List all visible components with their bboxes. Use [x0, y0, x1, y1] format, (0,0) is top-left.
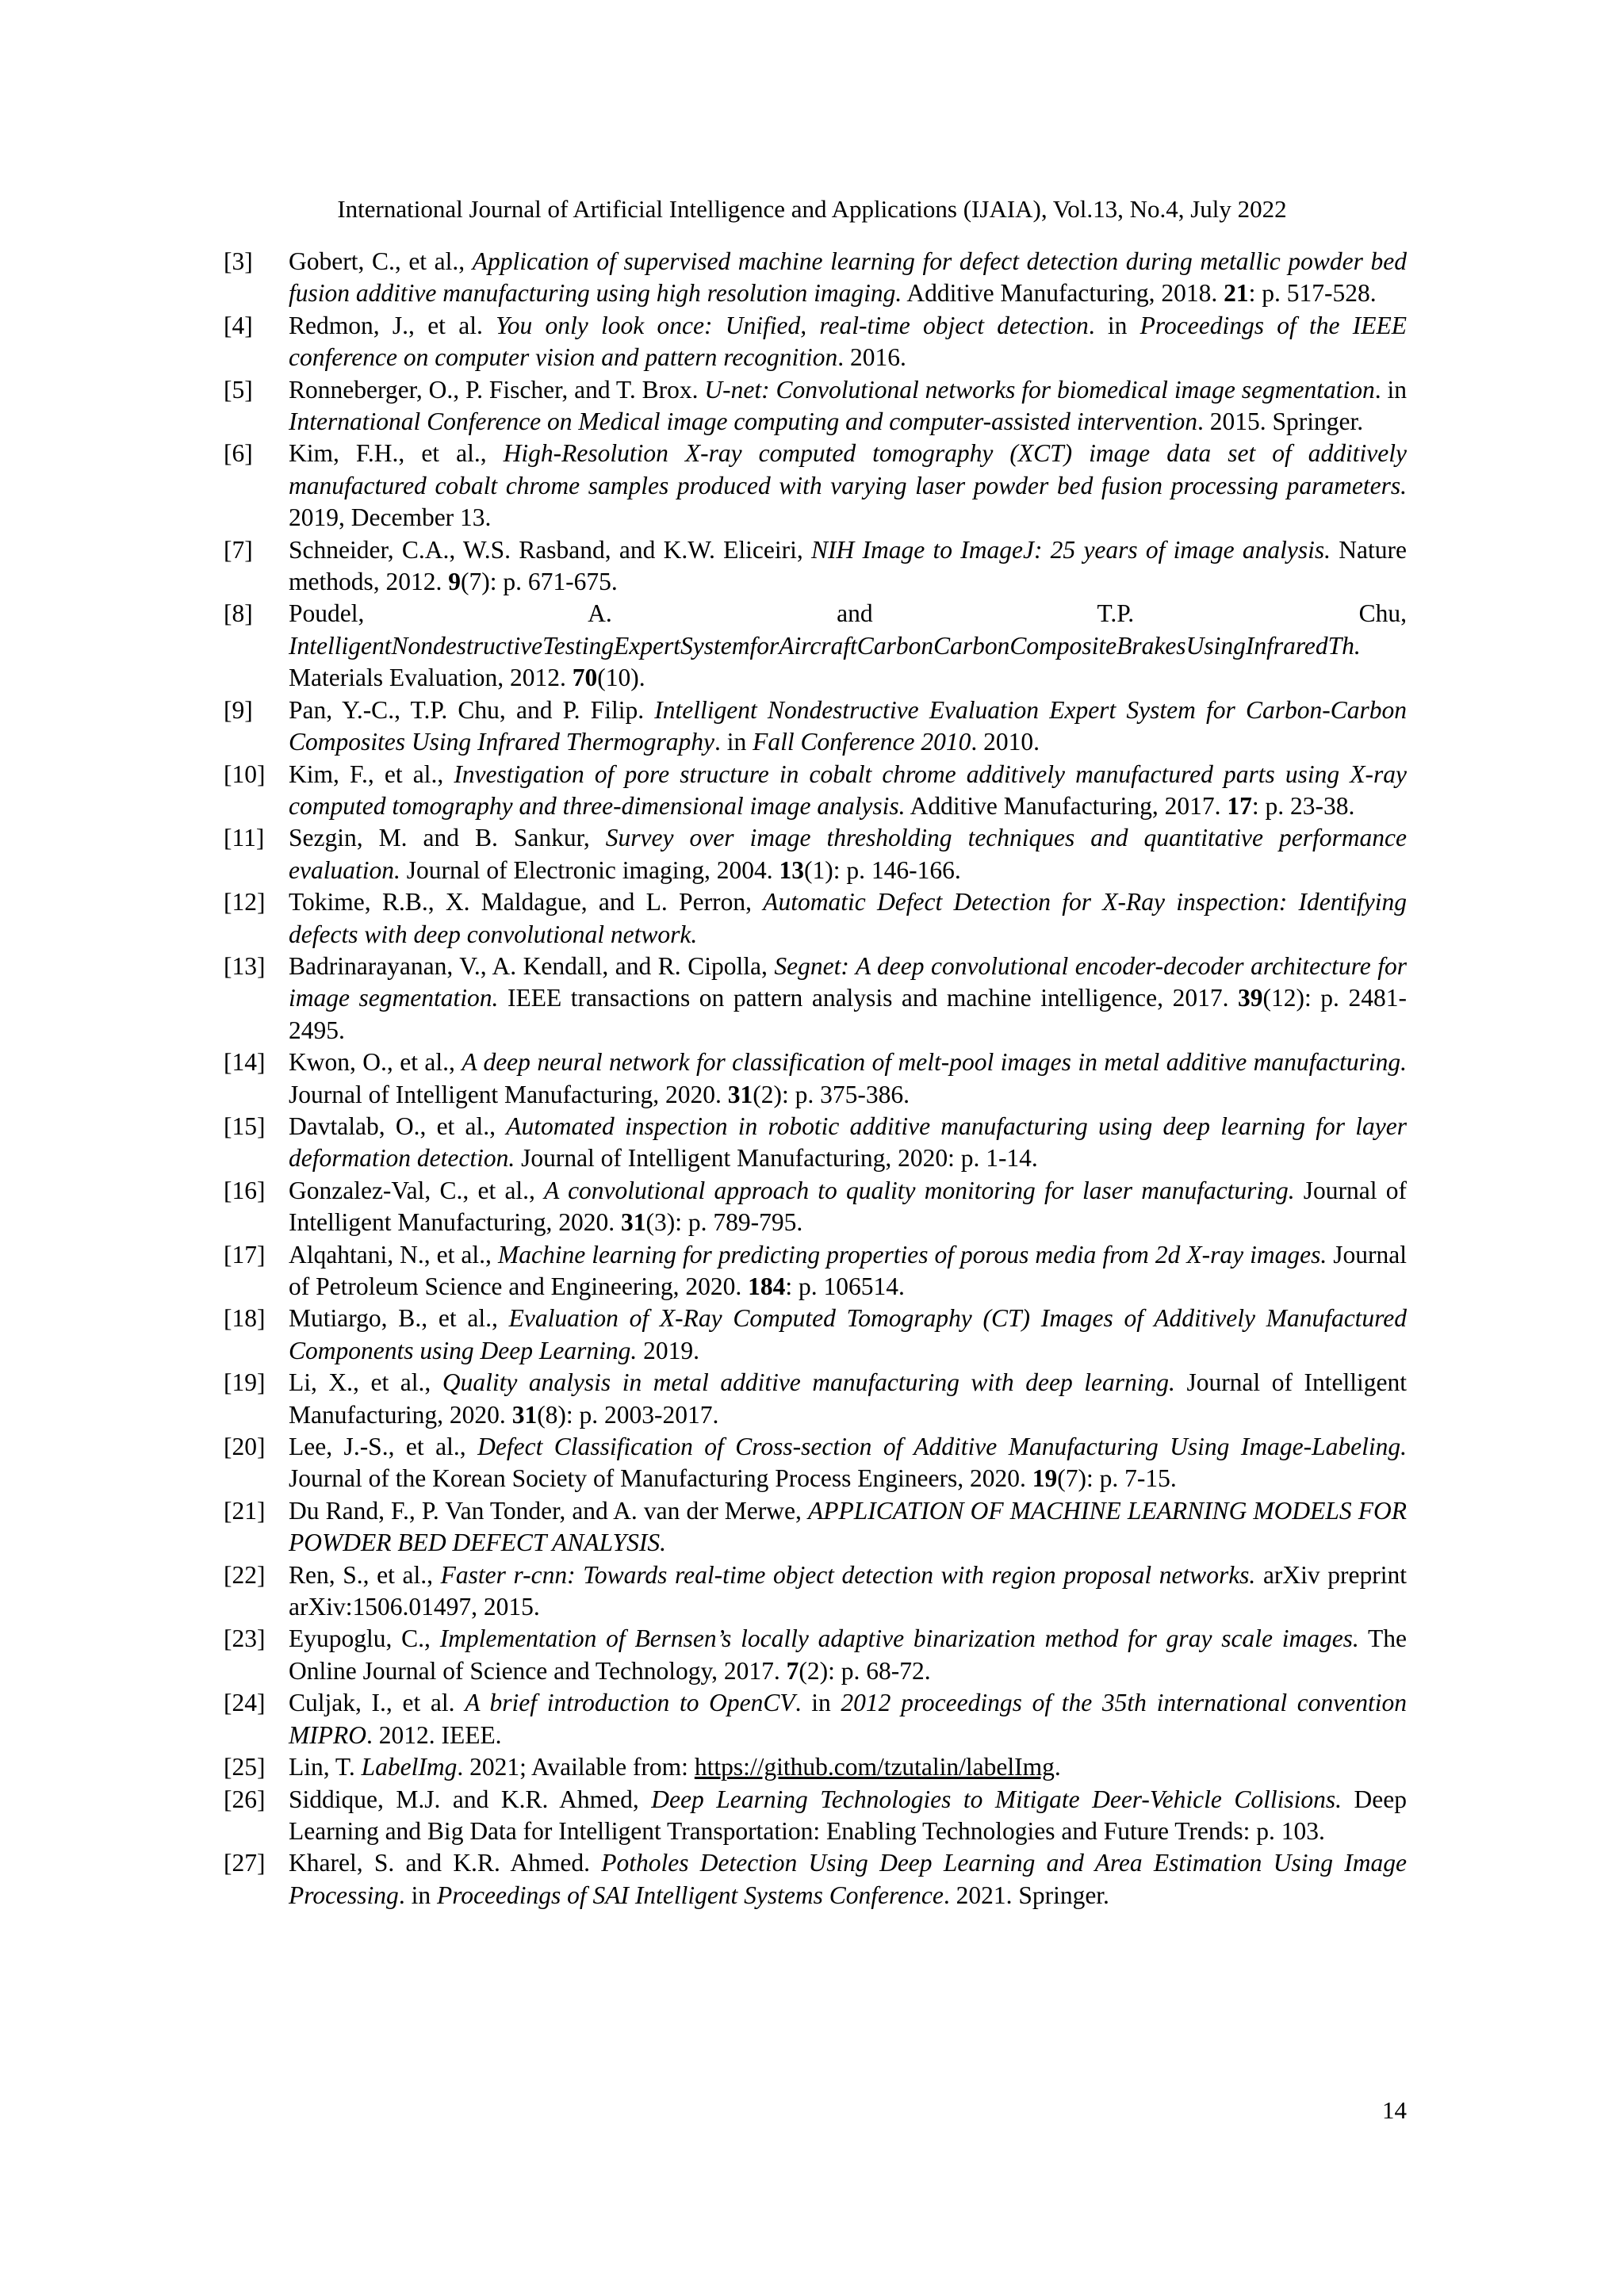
reference-text [289, 886, 1407, 951]
reference-item [224, 951, 1407, 1047]
reference-segment: . 2015. Springer. [1197, 408, 1364, 436]
reference-title: Quality analysis in metal additive manufacturing with deep learning. [442, 1368, 1175, 1397]
reference-item [224, 534, 1407, 599]
reference-text [289, 1239, 1407, 1303]
reference-segment: Journal of Intelligent Manufacturing, 2020. [289, 1368, 1407, 1429]
reference-segment: (2): p. 375-386. [753, 1080, 910, 1108]
reference-segment: Journal of the Korean Society of Manufacturing Process Engineers, 2020. [289, 1464, 1032, 1493]
reference-segment: Lin, T. [289, 1753, 362, 1781]
reference-volume: 21 [1224, 279, 1249, 308]
reference-volume: 7 [786, 1656, 799, 1685]
reference-title: Implementation of Bernsen’s locally adaptive binarization method for gray scale images. [439, 1624, 1359, 1653]
reference-title: Evaluation of X-Ray Computed Tomography (CT) Images of Additively Manufactured Components using Deep Learning. [289, 1304, 1408, 1364]
reference-segment: Journal of Intelligent Manufacturing, 2020. [289, 1080, 728, 1108]
reference-text [289, 1559, 1407, 1624]
reference-segment: Eyupoglu, C., [289, 1624, 440, 1653]
reference-segment: Ren, S., et al., [289, 1560, 441, 1589]
reference-volume: 31 [727, 1080, 753, 1108]
reference-segment: Ronneberger, O., P. Fischer, and T. Brox. [289, 375, 705, 404]
reference-item [224, 1495, 1407, 1559]
reference-segment: . 2016. [837, 343, 906, 372]
reference-number: [12] [224, 888, 266, 916]
reference-title: A convolutional approach to quality monitoring for laser manufacturing. [544, 1176, 1295, 1204]
reference-title: Faster r-cnn: Towards real-time object detection with region proposal networks. [440, 1560, 1256, 1589]
reference-segment: Poudel, A. and T.P. Chu, [289, 599, 1407, 628]
reference-number: [16] [224, 1176, 266, 1204]
reference-item [224, 886, 1407, 951]
reference-text [289, 759, 1407, 823]
reference-segment: Kharel, S. and K.R. Ahmed. [289, 1849, 602, 1877]
reference-text [289, 374, 1407, 438]
reference-segment: Alqahtani, N., et al., [289, 1240, 498, 1269]
reference-number: [8] [224, 599, 253, 628]
reference-segment: Sezgin, M. and B. Sankur, [289, 824, 606, 852]
reference-segment: . [1054, 1753, 1061, 1781]
reference-segment: Kwon, O., et al., [289, 1048, 462, 1077]
reference-number: [23] [224, 1624, 266, 1653]
reference-list [224, 246, 1407, 1911]
reference-number: [5] [224, 375, 253, 404]
reference-item [224, 1111, 1407, 1175]
reference-text [289, 1623, 1407, 1687]
reference-segment: . in [714, 728, 753, 756]
reference-number: [7] [224, 535, 253, 564]
reference-segment: (7): p. 7-15. [1057, 1464, 1177, 1493]
reference-text [289, 951, 1407, 1047]
reference-item [224, 1303, 1407, 1367]
reference-segment: Kim, F.H., et al., [289, 439, 504, 468]
reference-number: [13] [224, 951, 266, 980]
reference-segment: Deep Learning and Big Data for Intelligent Transportation: Enabling Technologies and Future Trends: p. 103. [289, 1785, 1407, 1845]
reference-segment: Badrinarayanan, V., A. Kendall, and R. Cipolla, [289, 951, 775, 980]
reference-title: High-Resolution X-ray computed tomography (XCT) image data set of additively manufactured cobalt chrome samples produced with varying laser powder bed fusion processing parameters. [289, 439, 1407, 499]
reference-segment: Redmon, J., et al. [289, 311, 496, 339]
reference-title: Proceedings of the IEEE conference on computer vision and pattern recognition [289, 311, 1408, 372]
reference-item [224, 1239, 1407, 1303]
reference-number: [20] [224, 1433, 266, 1461]
reference-segment: (3): p. 789-795. [645, 1208, 803, 1237]
reference-text [289, 695, 1407, 759]
reference-segment: (1): p. 146-166. [803, 855, 961, 884]
reference-text [289, 1687, 1407, 1751]
reference-title: You only look once: Unified, real-time object detection [496, 311, 1089, 339]
reference-text [289, 1495, 1407, 1559]
reference-text [289, 534, 1407, 599]
reference-text [289, 438, 1407, 534]
reference-title: Deep Learning Technologies to Mitigate Deer-Vehicle Collisions. [651, 1785, 1342, 1813]
reference-segment: Nature methods, 2012. [289, 535, 1408, 596]
reference-number: [10] [224, 760, 266, 788]
reference-title: IntelligentNondestructiveTestingExpertSystemforAircraftCarbonCarbonCompositeBrakesUsingInfraredTh. [289, 631, 1361, 660]
reference-number: [4] [224, 311, 253, 339]
reference-number: [14] [224, 1048, 266, 1077]
reference-volume: 70 [572, 664, 598, 692]
reference-title: U-net: Convolutional networks for biomedical image segmentation [704, 375, 1375, 404]
reference-segment: . in [795, 1689, 841, 1717]
reference-number: [27] [224, 1849, 266, 1877]
reference-segment: The Online Journal of Science and Technology, 2017. [289, 1624, 1407, 1685]
reference-segment: . in [1374, 375, 1408, 404]
reference-title: Potholes Detection Using Deep Learning and Area Estimation Using Image Processing [289, 1849, 1407, 1909]
reference-segment: Kim, F., et al., [289, 760, 454, 788]
reference-number: [3] [224, 247, 253, 275]
reference-volume: 17 [1227, 791, 1252, 820]
reference-segment: : p. 106514. [785, 1272, 905, 1300]
reference-segment: Culjak, I., et al. [289, 1689, 465, 1717]
reference-text [289, 1367, 1407, 1431]
reference-segment: (8): p. 2003-2017. [537, 1400, 719, 1429]
reference-title: Proceedings of SAI Intelligent Systems Conference [436, 1881, 944, 1909]
reference-item [224, 759, 1407, 823]
reference-segment: Additive Manufacturing, 2018. [902, 279, 1224, 308]
reference-title: Segnet: A deep convolutional encoder-decoder architecture for image segmentation. [289, 951, 1408, 1012]
reference-title: A brief introduction to OpenCV [465, 1689, 795, 1717]
reference-title: Survey over image thresholding techniques and quantitative performance evaluation. [289, 824, 1407, 884]
reference-number: [24] [224, 1689, 266, 1717]
reference-title: Fall Conference 2010 [753, 728, 971, 756]
reference-title: Machine learning for predicting properties of porous media from 2d X-ray images. [497, 1240, 1327, 1269]
reference-number: [25] [224, 1753, 266, 1781]
reference-segment: Mutiargo, B., et al., [289, 1304, 509, 1333]
reference-item [224, 1751, 1407, 1783]
reference-item [224, 1559, 1407, 1624]
reference-number: [19] [224, 1368, 266, 1397]
reference-title: International Conference on Medical image computing and computer-assisted intervention [289, 408, 1197, 436]
reference-number: [26] [224, 1785, 266, 1813]
reference-segment: Journal of Intelligent Manufacturing, 2020. [289, 1176, 1408, 1237]
reference-segment: arXiv preprint arXiv:1506.01497, 2015. [289, 1560, 1407, 1621]
reference-text [289, 310, 1407, 374]
reference-volume: 184 [748, 1272, 786, 1300]
reference-title: A deep neural network for classification of melt-pool images in metal additive manufacturing. [462, 1048, 1407, 1077]
reference-text [289, 1751, 1407, 1783]
reference-segment: (12): p. 2481-2495. [289, 984, 1407, 1044]
reference-title: LabelImg [361, 1753, 458, 1781]
reference-text [289, 822, 1407, 886]
reference-title: APPLICATION OF MACHINE LEARNING MODELS FOR POWDER BED DEFECT ANALYSIS. [289, 1496, 1407, 1557]
reference-item [224, 1047, 1407, 1111]
reference-segment: Schneider, C.A., W.S. Rasband, and K.W. Eliceiri, [289, 535, 812, 564]
reference-number: [15] [224, 1112, 266, 1140]
reference-item [224, 822, 1407, 886]
reference-volume: 39 [1238, 984, 1263, 1012]
reference-number: [6] [224, 439, 253, 468]
reference-segment: . 2012. IEEE. [366, 1720, 502, 1749]
reference-item [224, 695, 1407, 759]
reference-segment: Additive Manufacturing, 2017. [905, 791, 1228, 820]
reference-number: [9] [224, 695, 253, 724]
reference-number: [18] [224, 1304, 266, 1333]
reference-title: NIH Image to ImageJ: 25 years of image analysis. [811, 535, 1331, 564]
reference-segment: : p. 517-528. [1248, 279, 1377, 308]
reference-segment: 2019, December 13. [289, 503, 492, 532]
reference-volume: 9 [448, 568, 461, 596]
reference-segment: . 2021; Available from: [457, 1753, 695, 1781]
reference-volume: 31 [511, 1400, 538, 1429]
reference-item [224, 438, 1407, 534]
reference-item [224, 1431, 1407, 1495]
reference-segment: Du Rand, F., P. Van Tonder, and A. van der Merwe, [289, 1496, 808, 1525]
reference-text [289, 598, 1407, 694]
reference-item [224, 1784, 1407, 1848]
reference-segment: . in [398, 1881, 437, 1909]
reference-segment: Journal of Electronic imaging, 2004. [400, 855, 779, 884]
reference-segment: : p. 23-38. [1251, 791, 1355, 820]
reference-segment: Siddique, M.J. and K.R. Ahmed, [289, 1785, 652, 1813]
reference-text [289, 1175, 1407, 1239]
reference-number: [11] [224, 824, 265, 852]
reference-item [224, 1687, 1407, 1751]
reference-text [289, 1047, 1407, 1111]
page-number: 14 [1382, 2096, 1407, 2124]
reference-text [289, 1784, 1407, 1848]
reference-text [289, 1111, 1407, 1175]
reference-segment: Gonzalez-Val, C., et al., [289, 1176, 545, 1204]
reference-segment: Materials Evaluation, 2012. [289, 664, 573, 692]
reference-segment: . in [1088, 311, 1140, 339]
reference-item [224, 310, 1407, 374]
reference-item [224, 598, 1407, 694]
reference-link[interactable]: https://github.com/tzutalin/labelImg [694, 1753, 1055, 1781]
reference-item [224, 374, 1407, 438]
reference-title: Intelligent Nondestructive Evaluation Expert System for Carbon-Carbon Composites Using Infrared Thermography [289, 695, 1407, 756]
reference-number: [17] [224, 1240, 266, 1269]
reference-title: Defect Classification of Cross-section of Additive Manufacturing Using Image-Labeling. [477, 1433, 1407, 1461]
reference-segment: Lee, J.-S., et al., [289, 1433, 478, 1461]
reference-segment: (7): p. 671-675. [461, 568, 618, 596]
reference-segment: (2): p. 68-72. [799, 1656, 931, 1685]
reference-number: [21] [224, 1496, 266, 1525]
reference-segment: Gobert, C., et al., [289, 247, 473, 275]
reference-volume: 19 [1032, 1464, 1058, 1493]
reference-segment: Tokime, R.B., X. Maldague, and L. Perron, [289, 888, 764, 916]
reference-text [289, 246, 1407, 310]
reference-title: Automated inspection in robotic additive manufacturing using deep learning for layer deformation detection. [289, 1112, 1407, 1173]
reference-segment: (10). [597, 664, 645, 692]
reference-item [224, 1623, 1407, 1687]
reference-segment: Li, X., et al., [289, 1368, 442, 1397]
reference-text [289, 1431, 1407, 1495]
reference-volume: 31 [621, 1208, 646, 1237]
reference-number: [22] [224, 1560, 266, 1589]
reference-segment: Davtalab, O., et al., [289, 1112, 507, 1140]
reference-segment: IEEE transactions on pattern analysis and machine intelligence, 2017. [498, 984, 1239, 1012]
reference-segment: 2019. [637, 1336, 699, 1364]
reference-text [289, 1303, 1407, 1367]
reference-title: 2012 proceedings of the 35th international convention MIPRO [289, 1689, 1407, 1749]
reference-text [289, 1847, 1407, 1911]
reference-title: Investigation of pore structure in cobalt chrome additively manufactured parts using X-ray computed tomography and three-dimensional image analysis. [289, 760, 1407, 820]
reference-segment: Journal of Petroleum Science and Engineering, 2020. [289, 1240, 1408, 1300]
reference-segment: . 2010. [971, 728, 1040, 756]
reference-title: Application of supervised machine learning for defect detection during metallic powder bed fusion additive manufacturing using high resolution imaging. [289, 247, 1407, 308]
reference-segment: Journal of Intelligent Manufacturing, 2020: p. 1-14. [515, 1144, 1038, 1173]
reference-segment: Pan, Y.-C., T.P. Chu, and P. Filip. [289, 695, 655, 724]
reference-title: Automatic Defect Detection for X-Ray inspection: Identifying defects with deep convolutional network. [289, 888, 1408, 948]
reference-item [224, 1367, 1407, 1431]
reference-segment: . 2021. Springer. [943, 1881, 1109, 1909]
reference-volume: 13 [779, 855, 804, 884]
reference-item [224, 1175, 1407, 1239]
running-header: International Journal of Artificial Intelligence and Applications (IJAIA), Vol.13, No.4, July 2022 [337, 195, 1287, 223]
reference-item [224, 246, 1407, 310]
reference-item [224, 1847, 1407, 1911]
